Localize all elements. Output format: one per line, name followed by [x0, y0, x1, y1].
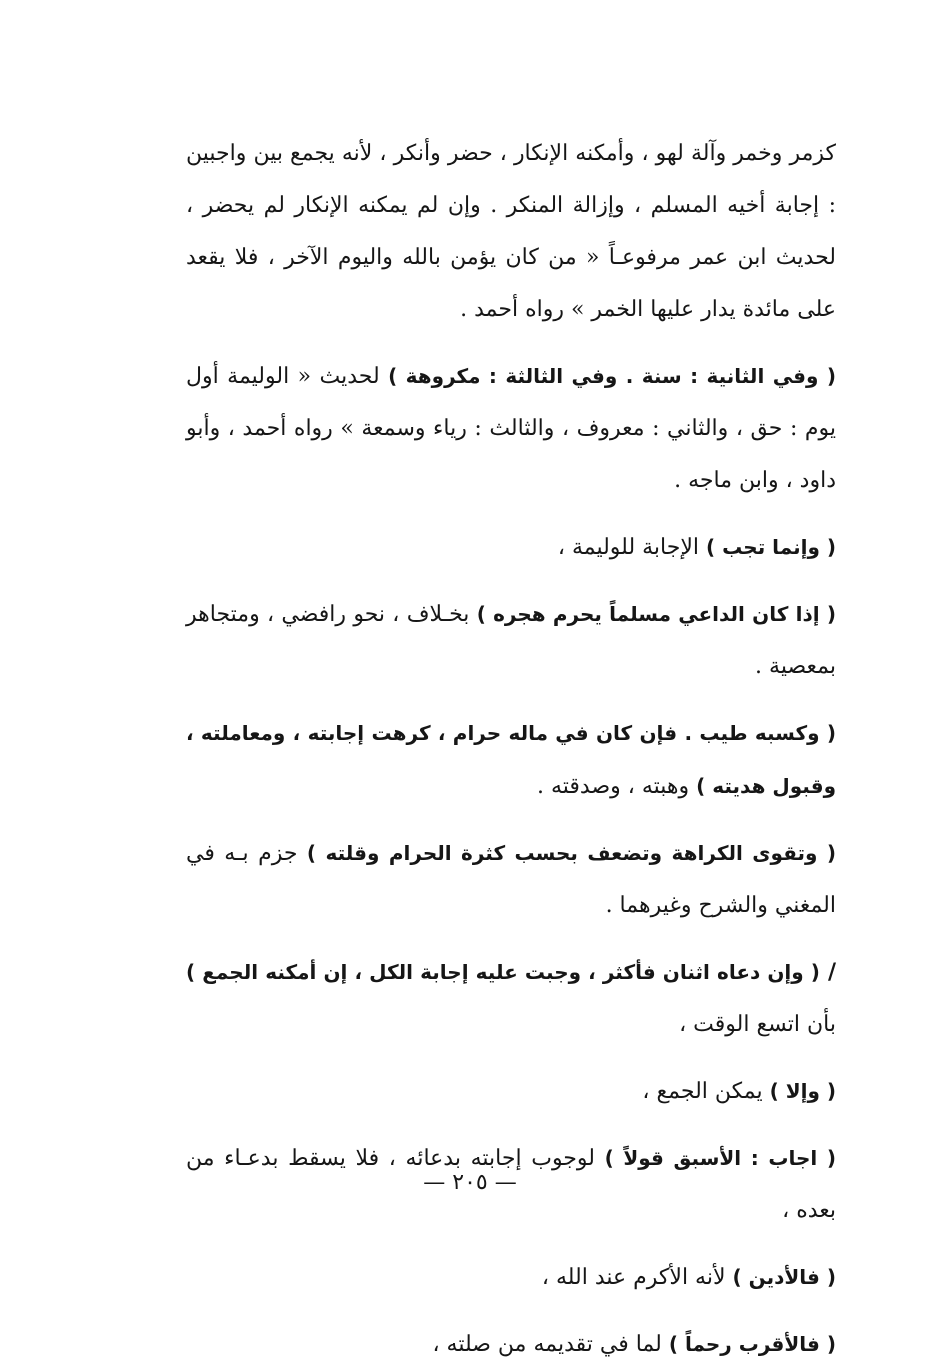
matn-text: ( وإلا ) — [769, 1079, 836, 1103]
paragraph — [186, 1251, 836, 1304]
matn-text: ( وتقوى الكراهة وتضعف بحسب كثرة الحرام وقلته ) — [306, 841, 836, 865]
paragraph — [186, 588, 836, 693]
margin-marker: / — [827, 960, 836, 985]
paragraph — [186, 128, 836, 336]
matn-text: ( وإنما تجب ) — [706, 535, 836, 559]
paragraph — [186, 1318, 836, 1371]
paragraph — [186, 1065, 836, 1118]
commentary-text: وهبته ، وصدقته . — [536, 774, 697, 799]
matn-text: ( وفي الثانية : سنة . وفي الثالثة : مكروهة ) — [388, 364, 836, 388]
page-number: — ٢٠٥ — — [423, 1170, 517, 1195]
commentary-text: لحديث « الوليمة أول يوم : حق ، والثاني : معروف ، والثالث : رياء وسمعة » رواه أحمد ، وأبو داود ، وابن ماجه . — [186, 364, 836, 493]
commentary-text: كزمر وخمر وآلة لهو ، وأمكنه الإنكار ، حضر وأنكر ، — [372, 141, 836, 166]
commentary-text: بأن اتسع الوقت ، — [679, 1012, 836, 1037]
matn-text: ( إذا كان الداعي مسلماً يحرم هجره ) — [476, 602, 836, 626]
matn-text: ( فالأقرب رحماً ) — [668, 1332, 836, 1356]
commentary-text: لأنه يجمع بين واجبين : إجابة أخيه المسلم ، وإزالة المنكر . وإن لم يمكنه الإنكار لم يحضر ، لحديث ابن عمر مرفوعـاً « من كان يؤمن بالله واليوم الآخر ، فلا يقعد على مائدة يدار عليها الخمر » رواه أحمد . — [186, 141, 836, 322]
matn-text: ( اجاب : الأسبق قولاً ) — [604, 1146, 836, 1170]
matn-text: ( وإن دعاه اثنان فأكثر ، وجبت عليه إجابة الكل ، إن أمكنه الجمع ) — [186, 960, 820, 984]
commentary-text: بخـلاف ، نحو رافضي ، ومتجاهر بمعصية . — [186, 602, 836, 679]
commentary-text: لأنه الأكرم عند الله ، — [541, 1265, 733, 1290]
paragraph — [186, 827, 836, 932]
paragraph — [186, 707, 836, 813]
matn-text: ( وكسبه طيب . فإن كان في ماله حرام ، كرهت إجابته ، ومعاملته ، وقبول هديته ) — [186, 721, 836, 798]
paragraph — [186, 946, 836, 1051]
paragraph — [186, 521, 836, 574]
commentary-text: لوجوب إجابته بدعائه ، فلا يسقط بدعـاء من بعده ، — [186, 1146, 836, 1223]
matn-text: ( فالأدين ) — [732, 1265, 836, 1289]
commentary-text: لما في تقديمه من صلته ، — [432, 1332, 669, 1357]
commentary-text: يمكن الجمع ، — [642, 1079, 770, 1104]
commentary-text: الإجابة للوليمة ، — [557, 535, 707, 560]
paragraph — [186, 350, 836, 507]
commentary-text: جزم بـه في المغني والشرح وغيرهما . — [186, 841, 836, 918]
